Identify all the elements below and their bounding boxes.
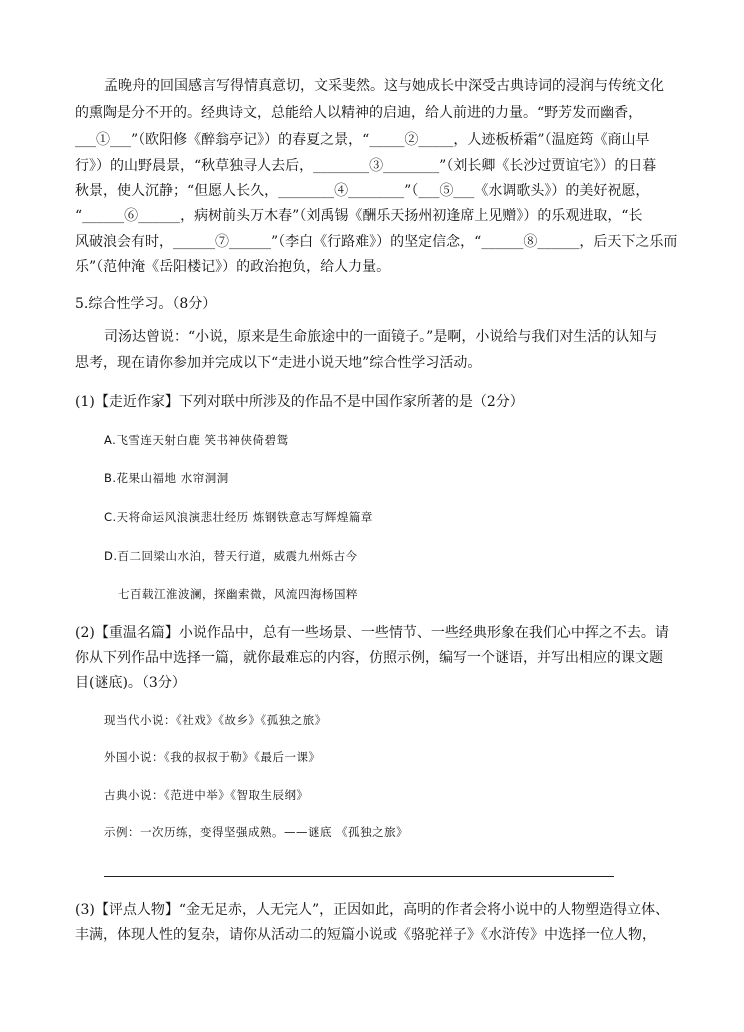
q5-part1-option-d: D.百二回梁山水泊，替天行道，威震九州烁古今 — [104, 549, 358, 563]
q5-part1-option-c: C.天将命运风浪演悲壮经历 炼钢铁意志写辉煌篇章 — [104, 510, 373, 524]
q5-part1-option-d-line-2: 七百载江淮波澜，探幽索微，风流四海杨国粹 — [118, 587, 358, 601]
passage-line-4: 行》）的山野晨景，“秋草独寻人去后，________③________”（刘长卿《长沙过贾谊宅》）的日暮 — [75, 158, 657, 174]
question-5-heading: 5.综合性学习。（8分） — [75, 296, 217, 312]
q5-part2-example: 示例：一次历练，变得坚强成熟。——谜底 《孤独之旅》 — [104, 825, 409, 839]
q5-intro-line-2: 思考，现在请你参加并完成以下“走进小说天地”综合性学习活动。 — [75, 355, 482, 371]
passage-line-5: 秋景，使人沉静；“但愿人长久，________④________”（___⑤___《水调歌头》）的美好祝愿， — [75, 183, 650, 199]
q5-part2-list-classical: 古典小说：《范进中举》《智取生辰纲》 — [104, 788, 309, 802]
passage-line-1: 孟晚舟的回国感言写得情真意切，文采斐然。这与她成长中深受古典诗词的浸润与传统文化 — [104, 78, 664, 94]
q5-part3-stem-line-2: 丰满，体现人性的复杂，请你从活动二的短篇小说或《骆驼祥子》《水浒传》中选择一位人物， — [75, 927, 656, 943]
q5-part2-list-modern: 现当代小说：《社戏》《故乡》《孤独之旅》 — [104, 713, 327, 727]
q5-part1-option-a: A.飞雪连天射白鹿 笑书神侠倚碧鸳 — [104, 433, 289, 447]
q5-intro-line-1: 司汤达曾说：“小说，原来是生命旅途中的一面镜子。”是啊，小说给与我们对生活的认知与 — [104, 329, 658, 345]
q5-part2-stem-line-1: (2)【重温名篇】小说作品中，总有一些场景、一些情节、一些经典形象在我们心中挥之不去。请 — [75, 625, 669, 641]
q5-part2-stem-line-2: 你从下列作品中选择一篇，就你最难忘的内容，仿照示例，编写一个谜语，并写出相应的课文题 — [75, 650, 663, 666]
passage-line-8: 乐”（范仲淹《岳阳楼记》）的政治抱负，给人力量。 — [75, 259, 391, 275]
passage-line-7: 风破浪会有时，______⑦______”（李白《行路难》）的坚定信念，“______⑧______，后天下之乐而 — [75, 234, 678, 250]
passage-line-3: ___①___”（欧阳修《醉翁亭记》）的春夏之景，“_____②_____，人迹板桥霜”（温庭筠《商山早 — [75, 132, 650, 148]
q5-part2-list-foreign: 外国小说：《我的叔叔于勒》《最后一课》 — [104, 750, 321, 764]
passage-line-2: 的熏陶是分不开的。经典诗文，总能给人以精神的启迪，给人前进的力量。“野芳发而幽香， — [75, 105, 643, 121]
q5-part3-stem-line-1: (3)【评点人物】“金无足赤，人无完人”，正因如此，高明的作者会将小说中的人物塑造得立体、 — [75, 902, 670, 918]
answer-line — [104, 876, 614, 877]
q5-part2-stem-line-3: 目(谜底)。（3分） — [75, 675, 186, 691]
passage-line-6: “______⑥______，病树前头万木春”（刘禹锡《酬乐天扬州初逢席上见赠》）的乐观进取，“长 — [75, 208, 643, 224]
q5-part1-option-b: B.花果山福地 水帘洞洞 — [104, 471, 229, 485]
q5-part1-stem: (1)【走近作家】下列对联中所涉及的作品不是中国作家所著的是（2分） — [75, 394, 524, 410]
